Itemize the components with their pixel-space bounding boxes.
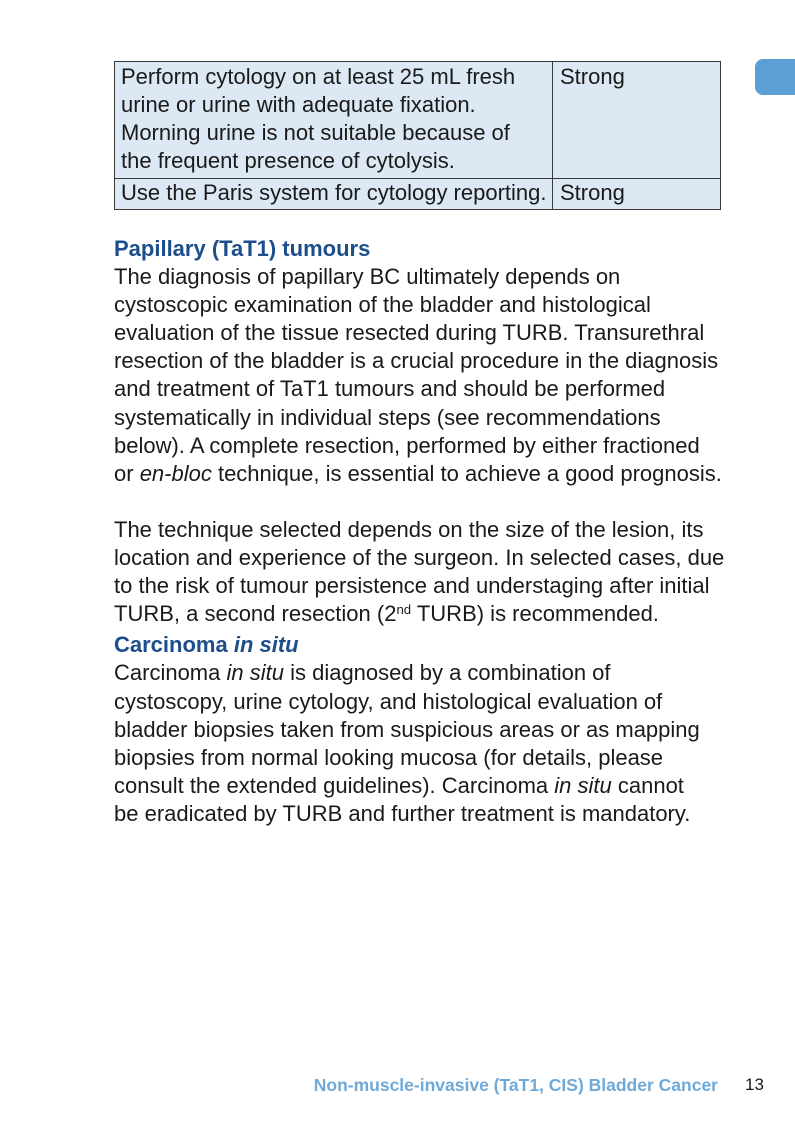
chapter-tab-marker	[755, 59, 795, 95]
recommendation-line	[121, 147, 552, 175]
section-carcinoma-in-situ	[114, 631, 774, 828]
italic-text: en-bloc	[139, 460, 212, 486]
italic-text: in situ	[233, 632, 299, 658]
text-line	[114, 291, 774, 319]
text-segment: bladder biopsies taken from suspicious areas or as mapping	[114, 716, 700, 742]
text-line	[114, 375, 774, 403]
text-line	[114, 516, 774, 544]
table-row	[115, 62, 720, 178]
text-segment: the frequent presence of cytolysis.	[121, 148, 455, 173]
text-segment: consult the extended guidelines). Carcinoma	[114, 772, 555, 798]
text-segment: Morning urine is not suitable because of	[121, 120, 510, 145]
paragraph	[114, 659, 774, 828]
text-segment: cystoscopy, urine cytology, and histological evaluation of	[114, 688, 663, 714]
text-segment: and treatment of TaT1 tumours and should be performed	[114, 376, 666, 402]
italic-text: in situ	[226, 660, 284, 686]
text-segment: Papillary (TaT1) tumours	[114, 236, 371, 261]
recommendation-line	[121, 119, 552, 147]
text-segment: evaluation of the tissue resected during TURB. Transurethral	[114, 320, 705, 346]
text-segment: Carcinoma	[114, 632, 234, 658]
text-segment: Carcinoma	[114, 660, 227, 686]
recommendation-line	[121, 179, 552, 207]
heading-line	[114, 631, 774, 659]
text-segment: or	[114, 460, 140, 486]
recommendation-line	[121, 91, 552, 119]
text-line	[114, 460, 774, 488]
recommendation-cell	[115, 62, 553, 178]
text-line	[114, 432, 774, 460]
text-segment: Use the Paris system for cytology reporting.	[121, 180, 547, 205]
text-segment: biopsies from normal looking mucosa (for details, please	[114, 744, 664, 770]
text-line	[114, 688, 774, 716]
text-segment: TURB, a second resection (2	[114, 601, 397, 627]
recommendations-table	[114, 61, 721, 210]
text-segment: resection of the bladder is a crucial procedure in the diagnosis	[114, 348, 719, 374]
text-line	[114, 319, 774, 347]
text-line	[114, 659, 774, 687]
text-line	[114, 800, 774, 828]
superscript-text: nd	[396, 601, 412, 617]
text-line	[114, 347, 774, 375]
heading-line	[114, 235, 774, 263]
text-segment: systematically in individual steps (see recommendations	[114, 404, 661, 430]
text-line	[114, 572, 774, 600]
page-number: 13	[745, 1075, 764, 1094]
running-footer-title: Non-muscle-invasive (TaT1, CIS) Bladder Cancer	[313, 1075, 718, 1095]
text-segment: TURB) is recommended.	[411, 601, 659, 627]
section-heading	[114, 631, 774, 659]
text-segment: cystoscopic examination of the bladder and histological	[114, 292, 651, 318]
strength-rating-cell: Strong	[560, 180, 625, 205]
text-segment: urine or urine with adequate fixation.	[121, 92, 476, 117]
text-segment: to the risk of tumour persistence and understaging after initial	[114, 573, 710, 599]
paragraph	[114, 516, 774, 631]
recommendation-cell	[115, 179, 553, 209]
text-line	[114, 404, 774, 432]
text-segment: technique, is essential to achieve a good prognosis.	[211, 460, 722, 486]
text-segment: The technique selected depends on the size of the lesion, its	[114, 516, 704, 542]
text-line	[114, 744, 774, 772]
body-text	[114, 235, 774, 828]
strength-rating-cell: Strong	[560, 64, 625, 89]
text-line	[114, 772, 774, 800]
text-segment: below). A complete resection, performed by either fractioned	[114, 432, 700, 458]
table-row	[115, 178, 720, 209]
text-line	[114, 544, 774, 572]
text-segment: The diagnosis of papillary BC ultimately depends on	[114, 264, 621, 290]
section-heading	[114, 235, 774, 263]
text-segment: cannot	[611, 772, 684, 798]
paragraph	[114, 263, 774, 488]
italic-text: in situ	[554, 772, 612, 798]
text-segment: is diagnosed by a combination of	[283, 660, 611, 686]
section-papillary-tumours	[114, 235, 774, 631]
recommendation-line	[121, 63, 552, 91]
text-segment: Perform cytology on at least 25 mL fresh	[121, 64, 516, 89]
text-line	[114, 716, 774, 744]
text-line	[114, 263, 774, 291]
text-line	[114, 600, 774, 631]
text-segment: location and experience of the surgeon. In selected cases, due	[114, 545, 725, 571]
text-segment: be eradicated by TURB and further treatment is mandatory.	[114, 800, 691, 826]
